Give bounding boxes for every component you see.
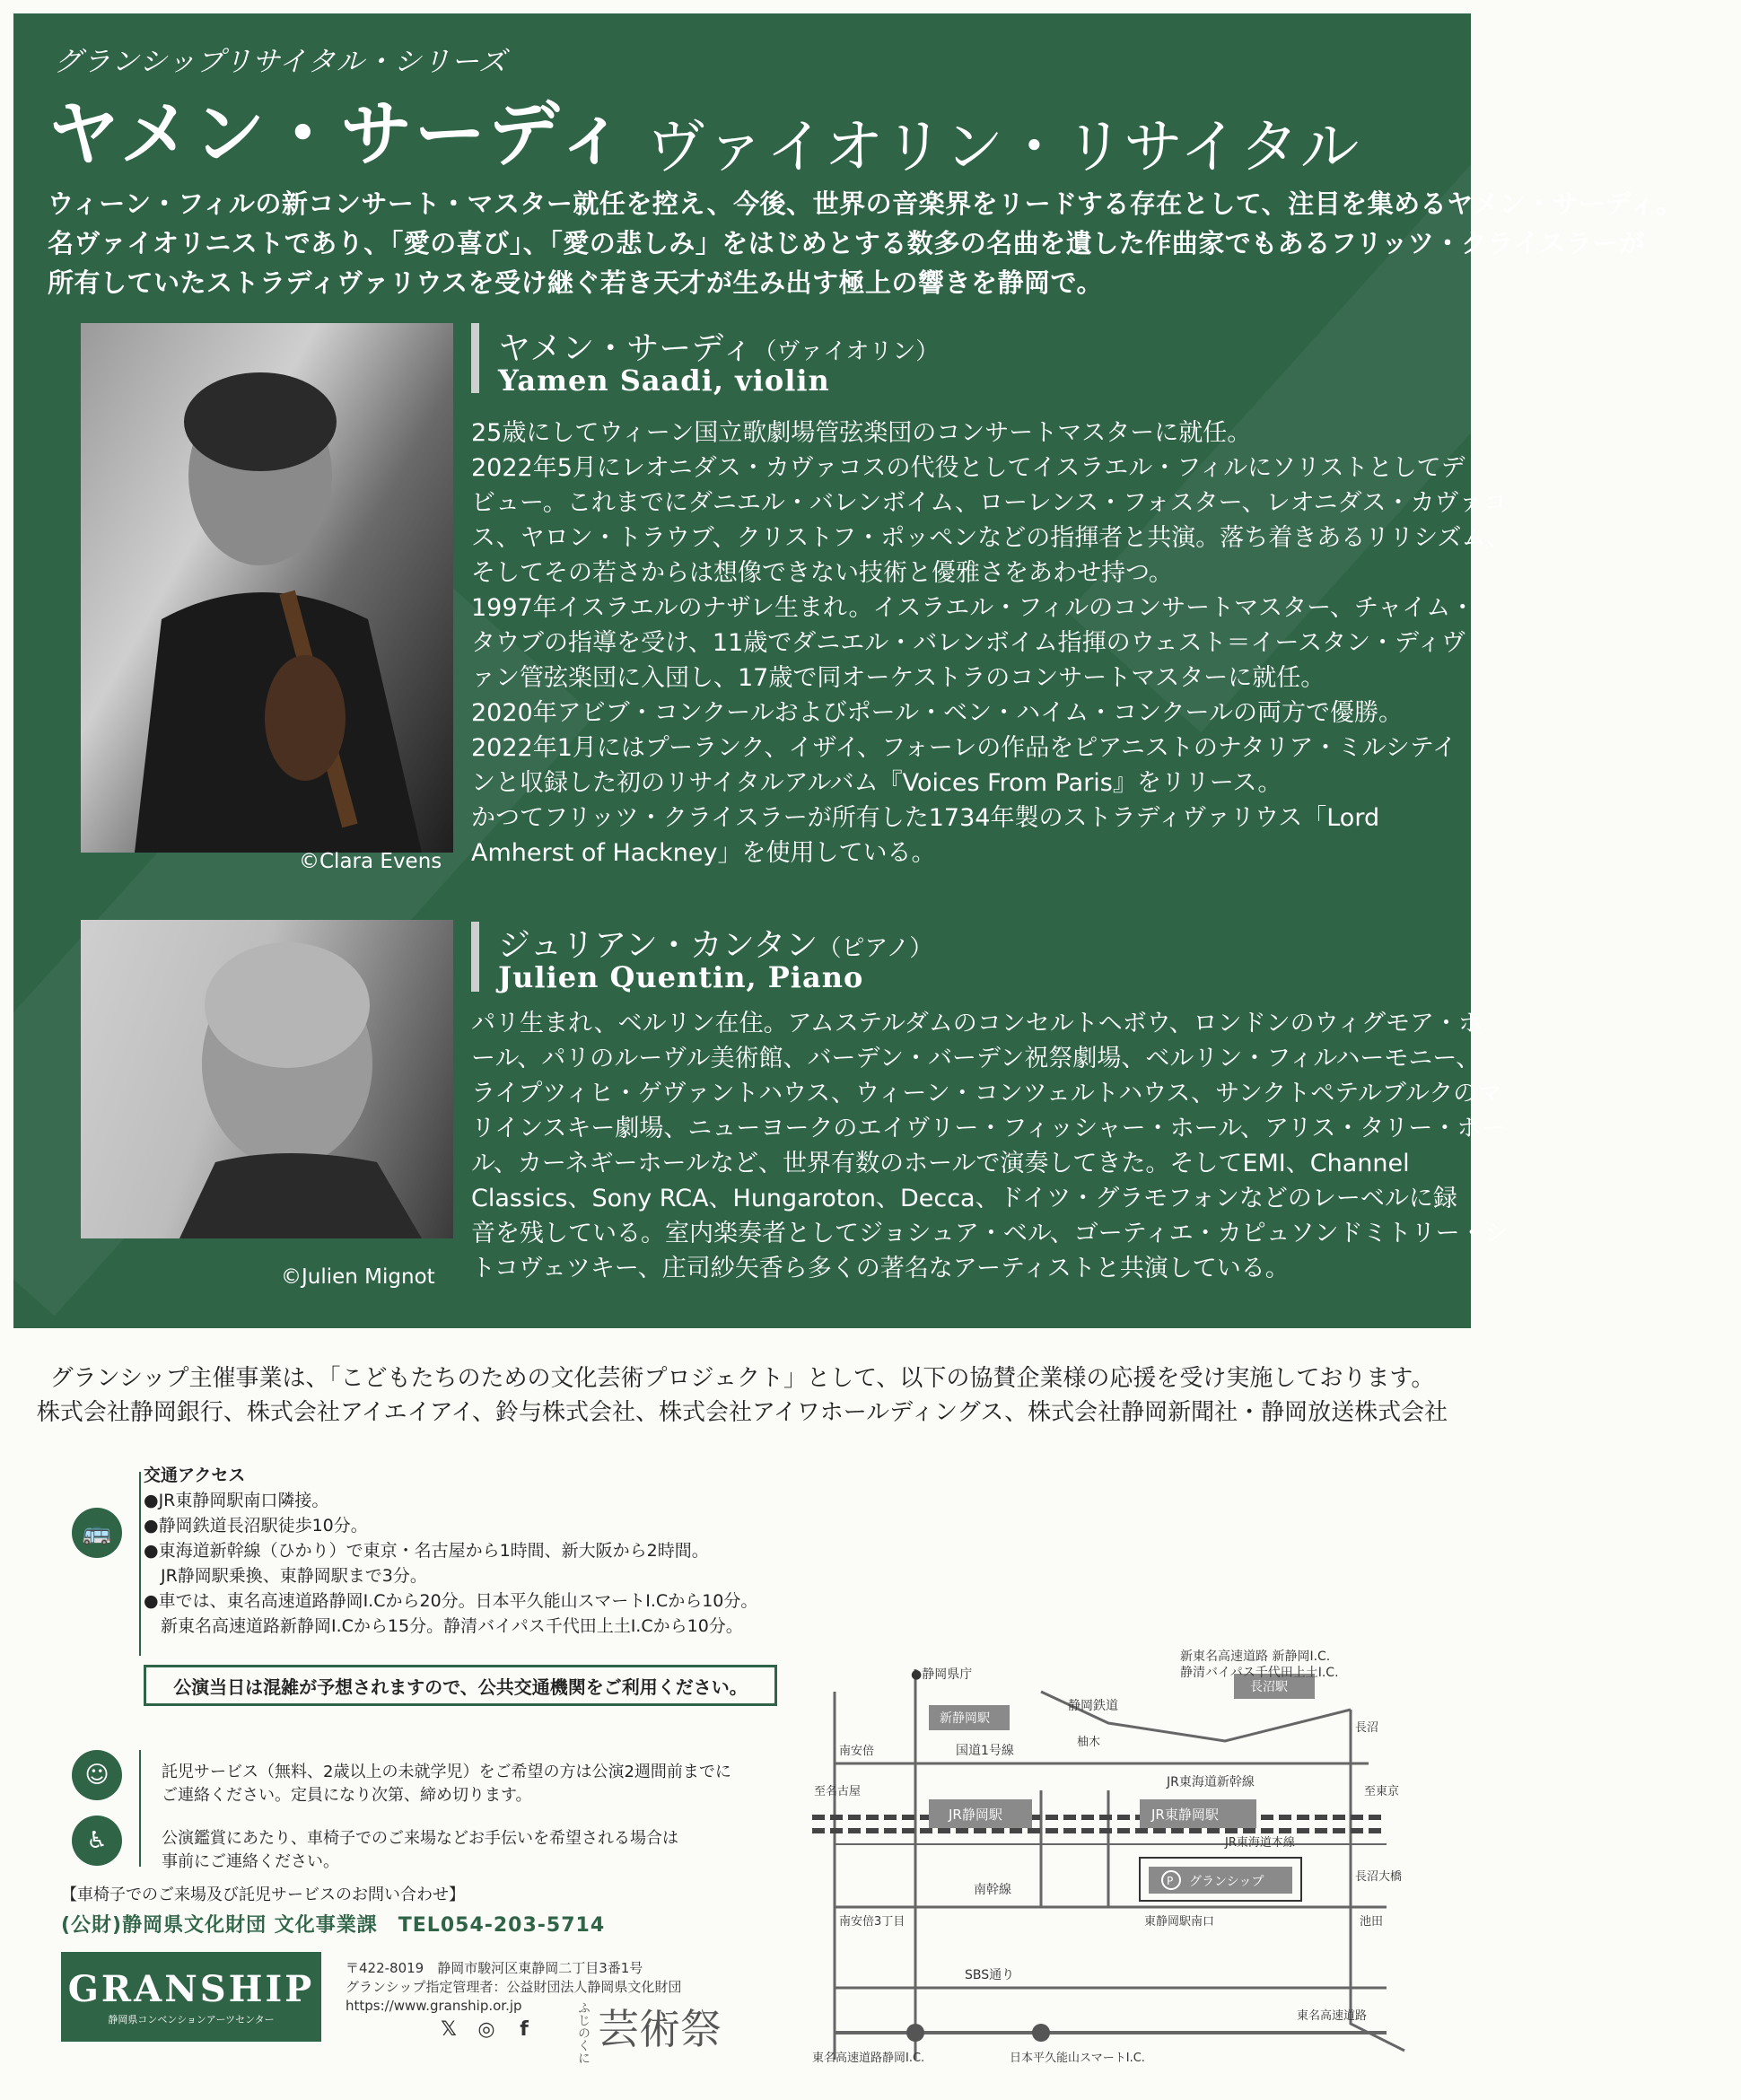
artist2-name-text: ジュリアン・カンタン xyxy=(498,927,818,964)
bio-line: ル、カーネギーホールなど、世界有数のホールで演奏してきた。そしてEMI、Channel xyxy=(471,1150,1410,1177)
map-label: 日本平久能山スマートI.C. xyxy=(1010,2052,1145,2065)
map-label: JR東静岡駅 xyxy=(1151,1807,1219,1823)
access-info xyxy=(144,1463,757,1639)
contact-note: 【車椅子でのご来場及び託児サービスのお問い合わせ】 xyxy=(61,1886,465,1904)
bio-line: 音を残している。室内楽奏者としてジョシュア・ベル、ゴーティエ・カピュソンドミトリー・シ xyxy=(471,1220,1509,1247)
map-label: 長沼 xyxy=(1355,1721,1379,1735)
bio-line: リインスキー劇場、ニューヨークのエイヴリー・フィッシャー・ホール、アリス・タリー・ホー xyxy=(471,1115,1506,1142)
map-label: 東静岡駅南口 xyxy=(1144,1915,1215,1929)
childcare-info xyxy=(162,1761,731,1807)
bio-line: 1997年イスラエルのナザレ生まれ。イスラエル・フィルのコンサートマスター、チャイム・ xyxy=(471,594,1475,622)
map-label: 長沼駅 xyxy=(1250,1680,1288,1694)
access-item: 新東名高速道路新静岡I.Cから15分。静清バイパス千代田上土I.Cから10分。 xyxy=(144,1616,743,1636)
access-item: ●東海道新幹線（ひかり）で東京・名古屋から1時間、新大阪から2時間。 xyxy=(144,1541,709,1561)
map-label: 東名高速道路 xyxy=(1297,2009,1368,2023)
website-link[interactable]: https://www.granship.or.jp xyxy=(346,1998,522,2014)
map-label: 静岡鉄道 xyxy=(1068,1699,1118,1713)
contact-phone[interactable]: (公財)静岡県文化財団 文化事業課 TEL054-203-5714 xyxy=(61,1914,606,1937)
map-label: 南安倍 xyxy=(839,1745,875,1758)
series-title: グランシップリサイタル・シリーズ xyxy=(54,46,508,78)
intro-line: 所有していたストラディヴァリウスを受け継ぐ若き天才が生み出す極上の響きを静岡で。 xyxy=(48,267,1103,298)
map-label: JR静岡駅 xyxy=(949,1807,1002,1823)
arts-festival-logo xyxy=(574,1997,722,2064)
map-label: 長沼大橋 xyxy=(1355,1870,1403,1884)
logo-subtext: 静岡県コンベンションアーツセンター xyxy=(108,2013,275,2026)
map-label: 至東京 xyxy=(1364,1785,1400,1798)
map-label: P xyxy=(1167,1875,1174,1887)
map-label: 国道1号線 xyxy=(956,1744,1014,1758)
bio-line: そしてその若さからは想像できない技術と優雅さをあわせ持つ。 xyxy=(471,559,1173,587)
social-links xyxy=(435,2016,538,2043)
sponsor-intro: グランシップ主催事業は、「こどもたちのための文化芸術プロジェクト」として、以下の協賛企業様の応援を受け実施しております。 xyxy=(49,1365,1435,1392)
logo-text: GRANSHIP xyxy=(67,1967,315,2010)
artist2-bio xyxy=(471,1006,1509,1286)
intro-line: 名ヴァイオリニストであり、「愛の喜び」、「愛の悲しみ」をはじめとする数多の名曲を遺した作曲家でもあるフリッツ・クライスラーが xyxy=(48,228,1646,258)
intro-text xyxy=(48,184,1683,302)
name-accent-bar xyxy=(471,922,479,992)
bio-line: 25歳にしてウィーン国立歌劇場管弦楽団のコンサートマスターに就任。 xyxy=(471,419,1252,447)
map-label: 新静岡駅 xyxy=(940,1711,990,1726)
violinist-portrait-icon xyxy=(81,323,453,853)
access-item: ●JR東静岡駅南口隣接。 xyxy=(144,1491,329,1510)
wheelchair-icon: ♿ xyxy=(72,1816,122,1866)
access-map xyxy=(812,1638,1404,2069)
artist1-name-jp xyxy=(498,323,939,369)
x-icon[interactable]: 𝕏 xyxy=(441,2017,457,2041)
map-label: 南幹線 xyxy=(974,1883,1011,1897)
map-label: ●静岡県庁 xyxy=(911,1667,973,1682)
access-divider xyxy=(139,1472,141,1656)
bio-line: Amherst of Hackney」を使用している。 xyxy=(471,839,936,867)
bio-line: ス、ヤロン・トラウブ、クリストフ・ポッペンなどの指揮者と共演。落ち着きあるリリシズム、 xyxy=(471,524,1511,552)
service-divider xyxy=(139,1750,141,1867)
sub-title: ヴァイオリン・リサイタル xyxy=(646,112,1360,181)
bio-line: Classics、Sony RCA、Hungaroton、Decca、ドイツ・グラモフォンなどのレーベルに録 xyxy=(471,1185,1457,1212)
bio-line: ール、パリのルーヴル美術館、バーデン・バーデン祝祭劇場、ベルリン・フィルハーモニー、 xyxy=(471,1045,1481,1072)
transit-notice: 公演当日は混雑が予想されますので、公共交通機関をご利用ください。 xyxy=(144,1665,777,1706)
access-title: 交通アクセス xyxy=(144,1466,246,1485)
artist2-name-en: Julien Quentin, Piano xyxy=(498,960,864,994)
bio-line: タウブの指導を受け、11歳でダニエル・バレンボイム指揮のウェスト＝イースタン・ディヴ xyxy=(471,629,1466,657)
wheelchair-line: 公演鑑賞にあたり、車椅子でのご来場などお手伝いを希望される場合は xyxy=(162,1829,678,1848)
pianist-photo xyxy=(81,920,453,1238)
bio-line: 2020年アビブ・コンクールおよびポール・ベン・ハイム・コンクールの両方で優勝。 xyxy=(471,699,1404,727)
map-label: SBS通り xyxy=(965,1968,1015,1982)
address-line: グランシップ指定管理者：公益財団法人静岡県文化財団 xyxy=(346,1979,682,1995)
artist1-bio xyxy=(471,416,1511,871)
bio-line: かつてフリッツ・クライスラーが所有した1734年製のストラディヴァリウス「Lord xyxy=(471,804,1380,832)
map-label: JR東海道本線 xyxy=(1225,1836,1295,1850)
bio-line: パリ生まれ、ベルリン在住。アムステルダムのコンセルトヘボウ、ロンドンのウィグモア・ホ xyxy=(471,1010,1483,1037)
artist1-name-en: Yamen Saadi, violin xyxy=(498,363,830,398)
pianist-portrait-icon xyxy=(81,920,453,1238)
photo-credit: ©Julien Mignot xyxy=(281,1265,435,1289)
childcare-line: ご連絡ください。定員になり次第、締め切ります。 xyxy=(162,1786,532,1805)
intro-line: ウィーン・フィルの新コンサート・マスター就任を控え、今後、世界の音楽界をリードする存在として、注目を集めるヤメン・サーディ。 xyxy=(48,188,1683,219)
map-label: 池田 xyxy=(1360,1915,1384,1929)
map-label: 柚木 xyxy=(1077,1736,1101,1749)
bio-line: ンと収録した初のリサイタルアルバム『Voices From Paris』をリリース。 xyxy=(471,769,1282,797)
wheelchair-info xyxy=(162,1827,678,1874)
facebook-icon[interactable]: f xyxy=(520,2017,529,2041)
bus-icon: 🚌 xyxy=(72,1508,122,1558)
violinist-photo xyxy=(81,323,453,853)
map-label: 南安倍3丁目 xyxy=(839,1915,905,1929)
main-title: ヤメン・サーディ xyxy=(48,92,629,176)
artist1-role: （ヴァイオリン） xyxy=(753,338,940,365)
bio-line: 2022年5月にレオニダス・カヴァコスの代役としてイスラエル・フィルにソリストとしてデ xyxy=(471,454,1465,482)
bio-line: ライプツィヒ・ゲヴァントハウス、ウィーン・コンツェルトハウス、サンクトペテルブルクのマ xyxy=(471,1080,1502,1107)
fest-large-text: 芸術祭 xyxy=(598,2005,722,2053)
address-line: 〒422-8019 静岡市駿河区東静岡二丁目3番1号 xyxy=(346,1960,643,1976)
childcare-line: 託児サービス（無料、2歳以上の未就学児）をご希望の方は公演2週間前までに xyxy=(162,1763,731,1781)
artist1-name-text: ヤメン・サーディ xyxy=(498,330,754,367)
fest-small-text: ふじのくに xyxy=(576,2001,591,2064)
map-label: 至名古屋 xyxy=(814,1785,862,1798)
bio-line: ビュー。これまでにダニエル・バレンボイム、ローレンス・フォスター、レオニダス・カヴァコ xyxy=(471,489,1508,517)
map-label: JR東海道新幹線 xyxy=(1167,1775,1255,1789)
map-label: グランシップ xyxy=(1189,1875,1264,1889)
map-label: 新東名高速道路 新静岡I.C. xyxy=(1180,1649,1331,1664)
access-item: ●車では、東名高速道路静岡I.Cから20分。日本平久能山スマートI.Cから10分。 xyxy=(144,1591,758,1611)
access-item: ●静岡鉄道長沼駅徒歩10分。 xyxy=(144,1516,368,1536)
bio-line: ァン管弦楽団に入団し、17歳で同オーケストラのコンサートマスターに就任。 xyxy=(471,664,1325,692)
instagram-icon[interactable]: ◎ xyxy=(477,2017,495,2041)
map-label: 静清バイパス千代田上土I.C. xyxy=(1180,1666,1339,1680)
bio-line: 2022年1月にはプーランク、イザイ、フォーレの作品をピアニストのナタリア・ミルシテイ xyxy=(471,734,1457,762)
childcare-icon: ☺ xyxy=(72,1750,122,1800)
name-accent-bar xyxy=(471,323,479,393)
photo-credit: ©Clara Evens xyxy=(299,850,442,873)
artist2-name-jp xyxy=(498,920,932,966)
bio-line: トコヴェツキー、庄司紗矢香ら多くの著名なアーティストと共演している。 xyxy=(471,1255,1290,1282)
map-label: 東名高速道路静岡I.C. xyxy=(812,2052,925,2065)
sponsor-list: 株式会社静岡銀行、株式会社アイエイアイ、鈴与株式会社、株式会社アイワホールディングス、株式会社静岡新聞社・静岡放送株式会社 xyxy=(36,1399,1448,1426)
access-item: JR静岡駅乗換、東静岡駅まで3分。 xyxy=(144,1566,427,1586)
artist2-role: （ピアノ） xyxy=(818,935,933,962)
main-panel xyxy=(13,13,1683,1328)
wheelchair-line: 事前にご連絡ください。 xyxy=(162,1852,339,1871)
granship-logo xyxy=(61,1952,321,2042)
